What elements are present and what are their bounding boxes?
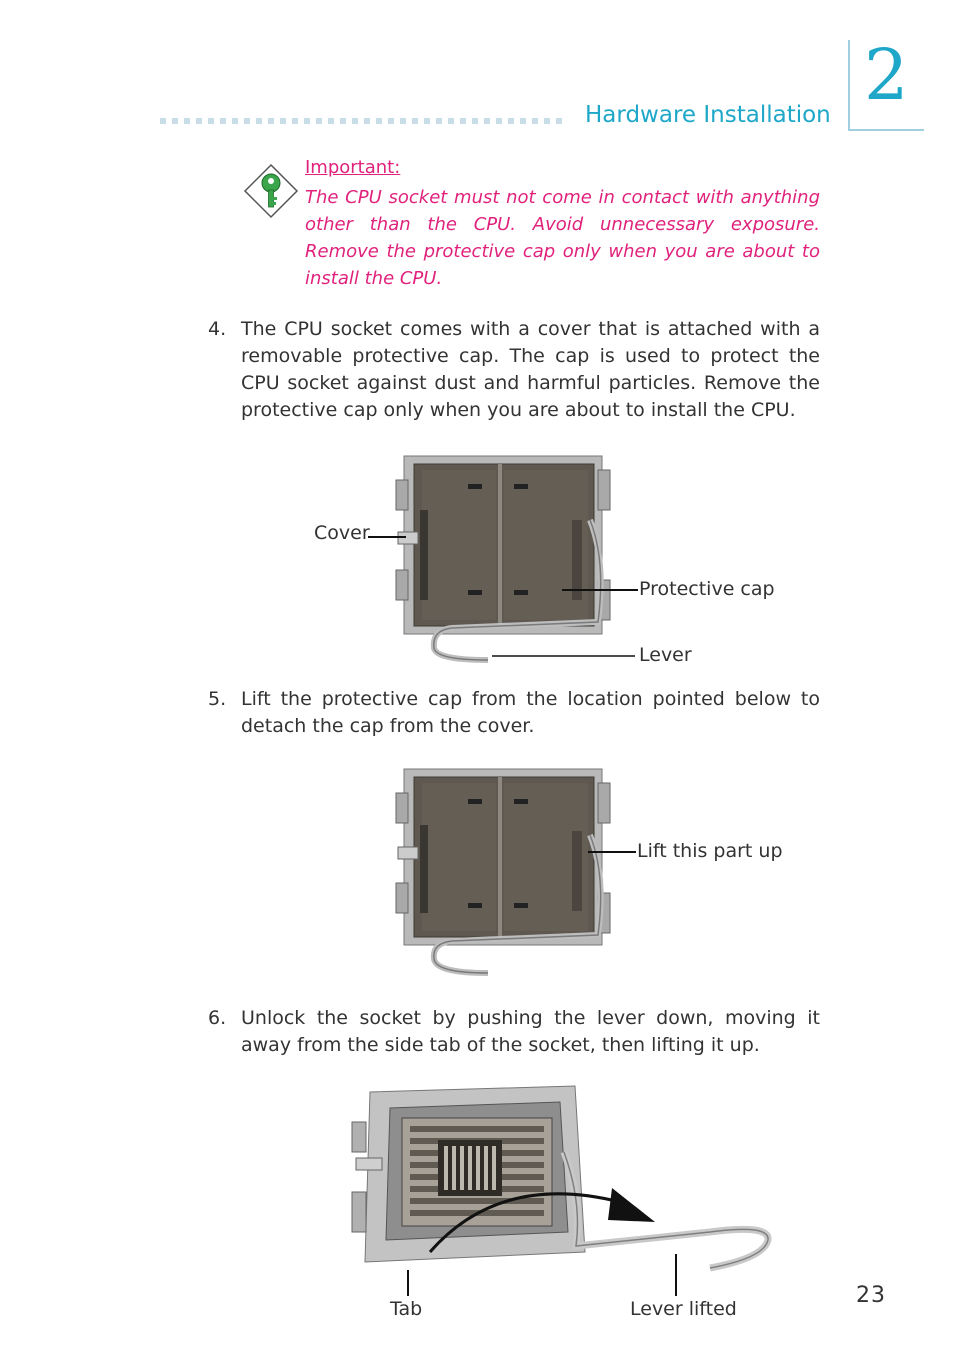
step-4 (208, 316, 820, 424)
header-dot (172, 118, 178, 124)
key-icon (243, 163, 299, 219)
header-dot (436, 118, 442, 124)
header-dot (352, 118, 358, 124)
header-dot (532, 118, 538, 124)
cpu-socket-lift-photo (392, 765, 614, 977)
header-dot (460, 118, 466, 124)
cpu-socket-open-photo (350, 1082, 775, 1277)
header-dot (220, 118, 226, 124)
step-number: 5. (208, 688, 227, 710)
label-cover: Cover (314, 522, 370, 544)
protective-cap-pointer (562, 584, 640, 596)
header-dot (316, 118, 322, 124)
important-body: The CPU socket must not come in contact with anything other than the CPU. Avoid unnecessary exposure. Remove the protective cap only when you are about to install the CPU. (305, 187, 820, 289)
header-dot (196, 118, 202, 124)
chapter-divider-horizontal (848, 129, 924, 131)
header-dot (232, 118, 238, 124)
step-number: 4. (208, 318, 227, 340)
header-dot (388, 118, 394, 124)
header-dot (256, 118, 262, 124)
section-title: Hardware Installation (585, 102, 831, 128)
header-dot (244, 118, 250, 124)
header-dot (364, 118, 370, 124)
label-lever: Lever (639, 644, 692, 666)
step-text: Unlock the socket by pushing the lever down, moving it away from the side tab of the socket, then lifting it up. (241, 1007, 820, 1056)
header-dot (520, 118, 526, 124)
label-tab: Tab (390, 1298, 423, 1320)
header-dot-rule (160, 118, 562, 124)
header-dot (412, 118, 418, 124)
step-6 (208, 1005, 820, 1059)
important-title: Important: (305, 157, 401, 178)
header-dot (184, 118, 190, 124)
chapter-number: 2 (864, 34, 909, 116)
header-dot (208, 118, 214, 124)
cpu-socket-cover-photo (392, 450, 614, 665)
header-dot (556, 118, 562, 124)
header-dot (508, 118, 514, 124)
lift-pointer (588, 846, 638, 858)
cover-pointer (368, 530, 408, 542)
chapter-divider-vertical (848, 40, 850, 130)
header-dot (268, 118, 274, 124)
lever-lifted-pointer (670, 1254, 682, 1298)
header-dot (376, 118, 382, 124)
step-5 (208, 686, 820, 740)
step-text: The CPU socket comes with a cover that is attached with a removable protective cap. The cap is used to protect the CPU socket against dust and harmful particles. Remove the protective cap only when you are about to install the CPU. (241, 318, 820, 421)
header-dot (400, 118, 406, 124)
header-dot (328, 118, 334, 124)
header-dot (448, 118, 454, 124)
header-dot (292, 118, 298, 124)
header-dot (472, 118, 478, 124)
header-dot (304, 118, 310, 124)
page-number: 23 (856, 1283, 886, 1308)
label-protective-cap: Protective cap (639, 578, 775, 600)
label-lift-this-part-up: Lift this part up (637, 840, 783, 862)
step-number: 6. (208, 1007, 227, 1029)
lever-pointer (492, 650, 637, 662)
step-text: Lift the protective cap from the location pointed below to detach the cap from the cover. (241, 688, 820, 737)
header-dot (424, 118, 430, 124)
header-dot (280, 118, 286, 124)
header-dot (340, 118, 346, 124)
header-dot (484, 118, 490, 124)
tab-pointer (402, 1270, 414, 1298)
header-dot (160, 118, 166, 124)
header-dot (544, 118, 550, 124)
label-lever-lifted: Lever lifted (630, 1298, 737, 1320)
header-dot (496, 118, 502, 124)
